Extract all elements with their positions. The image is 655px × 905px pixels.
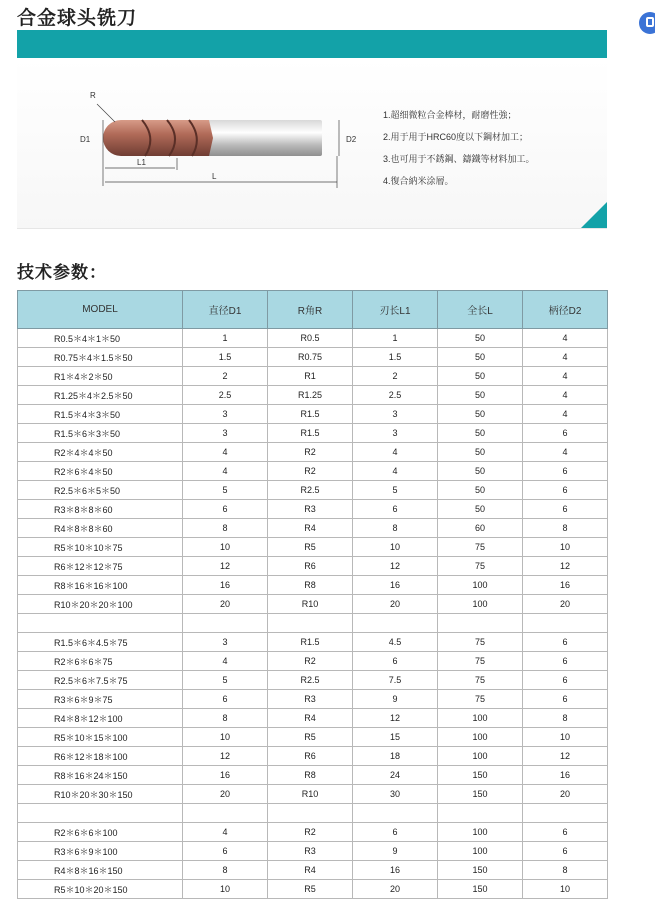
table-cell: 50 — [438, 329, 523, 348]
table-row — [18, 443, 608, 462]
col-header-l: 全长L — [438, 291, 523, 329]
col-header-d2: 柄径D2 — [523, 291, 608, 329]
table-cell — [18, 614, 183, 633]
label-l: L — [212, 172, 217, 181]
table-cell: 6 — [523, 462, 608, 481]
table-cell: 60 — [438, 519, 523, 538]
table-row — [18, 709, 608, 728]
table-cell: R1.25 — [268, 386, 353, 405]
table-row — [18, 861, 608, 880]
model-cell: R1.25＊4＊2.5＊50 — [18, 386, 183, 405]
product-panel — [17, 58, 607, 229]
table-cell: 50 — [438, 424, 523, 443]
model-cell: R1.5＊6＊4.5＊75 — [18, 633, 183, 652]
table-cell: 5 — [183, 481, 268, 500]
table-cell: R1.5 — [268, 424, 353, 443]
table-cell: 100 — [438, 709, 523, 728]
table-cell: 100 — [438, 747, 523, 766]
table-cell: 20 — [183, 785, 268, 804]
end-mill-diagram — [17, 58, 377, 228]
table-cell: 4 — [523, 329, 608, 348]
table-cell: 4 — [183, 462, 268, 481]
col-header-d1: 直径D1 — [183, 291, 268, 329]
table-row — [18, 595, 608, 614]
model-cell: R2.5＊6＊5＊50 — [18, 481, 183, 500]
table-cell: 4 — [183, 443, 268, 462]
table-cell: 20 — [353, 880, 438, 899]
table-cell: R8 — [268, 766, 353, 785]
table-cell: R10 — [268, 595, 353, 614]
table-cell: 50 — [438, 462, 523, 481]
table-cell — [353, 804, 438, 823]
table-spacer-row — [18, 804, 608, 823]
table-cell: 10 — [183, 880, 268, 899]
model-cell: R0.5＊4＊1＊50 — [18, 329, 183, 348]
table-cell: 10 — [523, 880, 608, 899]
table-row — [18, 652, 608, 671]
table-cell: 8 — [353, 519, 438, 538]
col-header-r: R角R — [268, 291, 353, 329]
model-cell: R0.75＊4＊1.5＊50 — [18, 348, 183, 367]
col-header-l1: 刃长L1 — [353, 291, 438, 329]
model-cell: R3＊6＊9＊75 — [18, 690, 183, 709]
label-d2: D2 — [346, 135, 357, 144]
table-cell: 4 — [183, 652, 268, 671]
col-header-model: MODEL — [18, 291, 183, 329]
table-cell: R4 — [268, 861, 353, 880]
table-cell: 20 — [523, 785, 608, 804]
model-cell: R2＊4＊4＊50 — [18, 443, 183, 462]
table-row — [18, 557, 608, 576]
table-row — [18, 766, 608, 785]
table-cell — [438, 804, 523, 823]
table-cell: 5 — [183, 671, 268, 690]
model-cell: R10＊20＊30＊150 — [18, 785, 183, 804]
table-cell: 6 — [183, 690, 268, 709]
table-cell: 75 — [438, 633, 523, 652]
table-cell: 6 — [523, 842, 608, 861]
table-cell: 1.5 — [183, 348, 268, 367]
table-cell: 6 — [353, 652, 438, 671]
table-cell: 1.5 — [353, 348, 438, 367]
model-cell: R4＊8＊16＊150 — [18, 861, 183, 880]
feature-notes — [383, 104, 535, 192]
table-cell: 150 — [438, 785, 523, 804]
table-cell: R2 — [268, 823, 353, 842]
note-item: 3.也可用于不銹鋼、鑄鐵等材料加工。 — [383, 154, 535, 164]
table-row — [18, 481, 608, 500]
table-row — [18, 405, 608, 424]
table-row — [18, 690, 608, 709]
table-cell: 10 — [183, 538, 268, 557]
table-cell: 6 — [353, 823, 438, 842]
table-cell: 2.5 — [353, 386, 438, 405]
model-cell: R1.5＊4＊3＊50 — [18, 405, 183, 424]
table-row — [18, 500, 608, 519]
table-cell: 8 — [523, 861, 608, 880]
model-cell: R4＊8＊12＊100 — [18, 709, 183, 728]
table-cell: 20 — [183, 595, 268, 614]
table-row — [18, 538, 608, 557]
table-cell: R0.75 — [268, 348, 353, 367]
table-row — [18, 880, 608, 899]
table-cell: R1 — [268, 367, 353, 386]
table-cell: 8 — [183, 709, 268, 728]
table-cell: 9 — [353, 842, 438, 861]
table-cell: R3 — [268, 690, 353, 709]
table-cell: 6 — [523, 481, 608, 500]
table-cell: 4 — [183, 823, 268, 842]
model-cell: R5＊10＊20＊150 — [18, 880, 183, 899]
table-cell: 100 — [438, 595, 523, 614]
table-cell: 6 — [523, 690, 608, 709]
label-l1: L1 — [137, 158, 146, 167]
note-item: 2.用于用于HRC60度以下鋼材加工； — [383, 132, 529, 142]
shank — [207, 120, 322, 156]
table-cell: 9 — [353, 690, 438, 709]
table-cell: 4 — [523, 367, 608, 386]
table-row — [18, 728, 608, 747]
table-cell: 50 — [438, 405, 523, 424]
table-cell: 150 — [438, 766, 523, 785]
table-cell: R5 — [268, 538, 353, 557]
table-cell: 1 — [183, 329, 268, 348]
table-cell: 8 — [183, 519, 268, 538]
table-spacer-row — [18, 614, 608, 633]
table-row — [18, 576, 608, 595]
table-cell: 12 — [523, 557, 608, 576]
table-cell: 4 — [523, 386, 608, 405]
table-cell — [18, 804, 183, 823]
table-row — [18, 785, 608, 804]
table-cell: 16 — [353, 861, 438, 880]
table-cell: R4 — [268, 519, 353, 538]
model-cell: R10＊20＊20＊100 — [18, 595, 183, 614]
table-cell: 100 — [438, 823, 523, 842]
table-cell: 75 — [438, 690, 523, 709]
table-cell: 10 — [183, 728, 268, 747]
table-cell: 150 — [438, 861, 523, 880]
table-cell: R1.5 — [268, 405, 353, 424]
table-row — [18, 386, 608, 405]
table-cell: 100 — [438, 576, 523, 595]
table-row — [18, 823, 608, 842]
table-cell — [438, 614, 523, 633]
table-cell: 6 — [183, 500, 268, 519]
table-body — [18, 329, 608, 899]
table-cell: 20 — [353, 595, 438, 614]
table-cell: 6 — [523, 671, 608, 690]
table-cell — [523, 614, 608, 633]
table-cell: 3 — [183, 405, 268, 424]
ball-nose — [103, 120, 121, 156]
table-cell: 100 — [438, 728, 523, 747]
table-cell: 8 — [523, 519, 608, 538]
table-cell: 10 — [353, 538, 438, 557]
table-row — [18, 519, 608, 538]
table-cell: 4.5 — [353, 633, 438, 652]
table-cell: 1 — [353, 329, 438, 348]
table-row — [18, 747, 608, 766]
table-cell: 3 — [183, 424, 268, 443]
corner-decoration — [581, 202, 607, 228]
table-cell: 4 — [523, 348, 608, 367]
table-cell: 75 — [438, 538, 523, 557]
table-cell: 50 — [438, 348, 523, 367]
model-cell: R8＊16＊16＊100 — [18, 576, 183, 595]
table-cell — [183, 804, 268, 823]
table-cell: 24 — [353, 766, 438, 785]
model-cell: R5＊10＊10＊75 — [18, 538, 183, 557]
model-cell: R5＊10＊15＊100 — [18, 728, 183, 747]
table-row — [18, 348, 608, 367]
table-cell: 2.5 — [183, 386, 268, 405]
model-cell: R3＊8＊8＊60 — [18, 500, 183, 519]
table-cell: 2 — [353, 367, 438, 386]
note-item: 4.復合納米涂層。 — [383, 176, 454, 186]
table-cell: R0.5 — [268, 329, 353, 348]
note-item: 1.超细微粒合金棒材，耐磨性強； — [383, 110, 517, 120]
table-cell: 3 — [183, 633, 268, 652]
table-cell: 2 — [183, 367, 268, 386]
table-cell: 3 — [353, 405, 438, 424]
table-cell: 6 — [523, 424, 608, 443]
table-cell: 4 — [523, 443, 608, 462]
table-cell: 12 — [353, 709, 438, 728]
table-cell — [268, 614, 353, 633]
table-cell: R3 — [268, 842, 353, 861]
table-cell: 20 — [523, 595, 608, 614]
table-cell: 50 — [438, 481, 523, 500]
table-cell: R2 — [268, 443, 353, 462]
table-cell: R5 — [268, 880, 353, 899]
table-cell: 16 — [523, 766, 608, 785]
table-cell: 150 — [438, 880, 523, 899]
table-cell: 100 — [438, 842, 523, 861]
spec-table — [17, 290, 608, 899]
table-row — [18, 424, 608, 443]
page-title: 合金球头铣刀 — [17, 8, 138, 29]
table-row — [18, 842, 608, 861]
table-cell: 75 — [438, 671, 523, 690]
table-cell: 16 — [183, 576, 268, 595]
table-cell: 16 — [353, 576, 438, 595]
table-cell: R2.5 — [268, 671, 353, 690]
model-cell: R1.5＊6＊3＊50 — [18, 424, 183, 443]
model-cell: R1＊4＊2＊50 — [18, 367, 183, 386]
table-cell: 6 — [523, 500, 608, 519]
table-header-row — [18, 291, 608, 329]
table-cell: 16 — [183, 766, 268, 785]
table-cell: 4 — [523, 405, 608, 424]
table-row — [18, 367, 608, 386]
header-banner — [17, 30, 607, 58]
table-cell — [353, 614, 438, 633]
model-cell: R6＊12＊18＊100 — [18, 747, 183, 766]
table-cell: 10 — [523, 728, 608, 747]
table-cell: R5 — [268, 728, 353, 747]
table-cell: 12 — [183, 747, 268, 766]
label-r: R — [90, 91, 96, 100]
table-cell: 75 — [438, 557, 523, 576]
label-d1: D1 — [80, 135, 91, 144]
section-title: 技术参数： — [17, 263, 107, 282]
model-cell: R2.5＊6＊7.5＊75 — [18, 671, 183, 690]
table-cell — [183, 614, 268, 633]
model-cell: R3＊6＊9＊100 — [18, 842, 183, 861]
table-cell: 12 — [353, 557, 438, 576]
model-cell: R8＊16＊24＊150 — [18, 766, 183, 785]
table-cell: R10 — [268, 785, 353, 804]
table-cell: 6 — [183, 842, 268, 861]
flute-body — [121, 120, 213, 156]
table-cell: R6 — [268, 557, 353, 576]
table-cell: 3 — [353, 424, 438, 443]
table-cell: R2.5 — [268, 481, 353, 500]
table-cell: 16 — [523, 576, 608, 595]
model-cell: R4＊8＊8＊60 — [18, 519, 183, 538]
table-cell: 6 — [523, 633, 608, 652]
table-row — [18, 633, 608, 652]
table-cell: R4 — [268, 709, 353, 728]
table-cell: 4 — [353, 462, 438, 481]
table-cell: 75 — [438, 652, 523, 671]
table-cell: 4 — [353, 443, 438, 462]
table-cell: 50 — [438, 367, 523, 386]
table-cell: 50 — [438, 443, 523, 462]
table-cell: R1.5 — [268, 633, 353, 652]
table-cell: 6 — [523, 823, 608, 842]
model-cell: R2＊6＊4＊50 — [18, 462, 183, 481]
table-cell: R6 — [268, 747, 353, 766]
table-cell — [268, 804, 353, 823]
table-cell: 7.5 — [353, 671, 438, 690]
table-cell: R3 — [268, 500, 353, 519]
table-cell: R2 — [268, 652, 353, 671]
table-row — [18, 462, 608, 481]
table-row — [18, 671, 608, 690]
table-cell: 50 — [438, 500, 523, 519]
table-cell: 6 — [523, 652, 608, 671]
table-cell: 6 — [353, 500, 438, 519]
model-cell: R2＊6＊6＊75 — [18, 652, 183, 671]
table-cell: 8 — [183, 861, 268, 880]
table-cell: 10 — [523, 538, 608, 557]
table-cell: 5 — [353, 481, 438, 500]
table-cell: 12 — [183, 557, 268, 576]
side-tool-icon[interactable] — [639, 12, 655, 34]
model-cell: R2＊6＊6＊100 — [18, 823, 183, 842]
table-cell: 30 — [353, 785, 438, 804]
table-cell: 12 — [523, 747, 608, 766]
table-cell — [523, 804, 608, 823]
table-cell: 50 — [438, 386, 523, 405]
table-cell: R8 — [268, 576, 353, 595]
table-row — [18, 329, 608, 348]
table-cell: 15 — [353, 728, 438, 747]
table-cell: 8 — [523, 709, 608, 728]
table-cell: R2 — [268, 462, 353, 481]
table-cell: 18 — [353, 747, 438, 766]
model-cell: R6＊12＊12＊75 — [18, 557, 183, 576]
